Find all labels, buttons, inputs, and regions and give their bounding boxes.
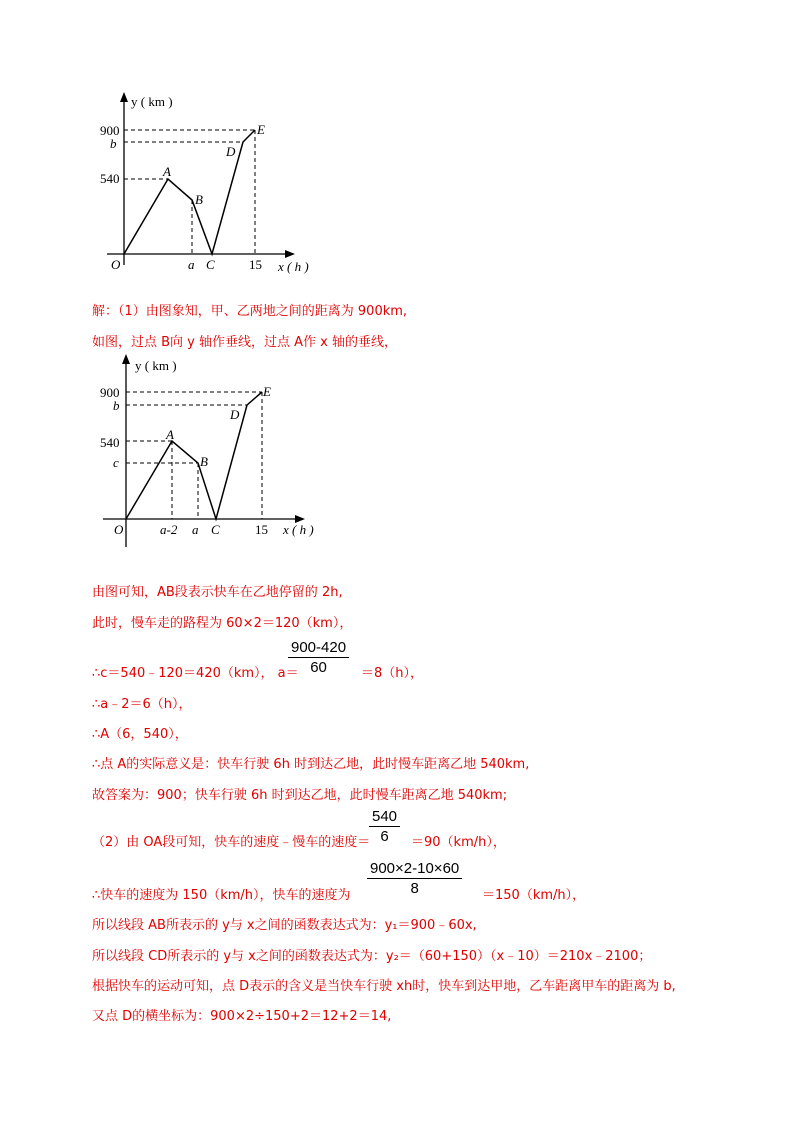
fraction-speed-diff	[369, 807, 400, 846]
graph-polyline	[126, 392, 262, 519]
y-tick-540: 540	[100, 171, 120, 186]
text-line-13: 所以线段 CD所表示的 y与 x之间的函数表达式为：y₂＝（60+150）（x﹣10）＝210x﹣2100；	[92, 949, 652, 964]
y-tick-b: b	[110, 136, 117, 151]
y-tick-900: 900	[100, 123, 120, 138]
x-tick-15: 15	[255, 522, 268, 537]
point-B: B	[195, 192, 203, 207]
fraction-denominator: 6	[380, 828, 389, 845]
text-line-5a: ∴c＝540﹣120＝420（km）， a＝	[92, 666, 299, 681]
fraction-numerator: 540	[369, 807, 400, 827]
origin-label: O	[111, 257, 121, 272]
text-line-15: 又点 D的横坐标为：900×2÷150+2＝12+2＝14,	[92, 1009, 392, 1024]
x-tick-a: a	[188, 257, 195, 272]
fraction-numerator: 900-420	[288, 638, 349, 658]
point-D: D	[226, 144, 236, 159]
y-tick-540: 540	[100, 435, 120, 450]
point-E: E	[263, 384, 271, 399]
y-tick-b: b	[113, 398, 120, 413]
x-axis-label: x ( h )	[283, 522, 314, 537]
x-tick-a-2: a-2	[160, 522, 178, 537]
fraction-denominator: 60	[310, 659, 327, 676]
fraction-fast-speed	[367, 859, 462, 898]
text-line-7: ∴A（6，540），	[92, 727, 188, 742]
x-axis-arrow	[285, 250, 295, 258]
text-line-9: 故答案为：900；快车行驶 6h 时到达乙地，此时慢车距离乙地 540km;	[92, 788, 508, 803]
y-axis-arrow	[120, 92, 128, 102]
text-line-2: 如图，过点 B向 y 轴作垂线，过点 A作 x 轴的垂线，	[92, 335, 397, 350]
text-line-3: 由图可知，AB段表示快车在乙地停留的 2h,	[92, 585, 343, 600]
text-line-11b: ＝150（km/h），	[482, 888, 586, 903]
text-line-5b: ＝8（h），	[361, 666, 424, 681]
y-tick-900: 900	[100, 385, 120, 400]
x-tick-C: C	[211, 522, 220, 537]
graph-figure-1	[95, 90, 325, 280]
x-tick-C: C	[206, 257, 215, 272]
text-line-11a: ∴快车的速度为 150（km/h），快车的速度为	[92, 888, 351, 903]
text-line-10a: （2）由 OA段可知，快车的速度﹣慢车的速度＝	[92, 835, 371, 850]
text-line-4: 此时，慢车走的路程为 60×2＝120（km），	[92, 616, 353, 631]
fraction-a	[288, 638, 349, 677]
fraction-denominator: 8	[410, 880, 419, 897]
point-E: E	[257, 122, 265, 137]
text-line-10b: ＝90（km/h），	[411, 835, 506, 850]
point-B: B	[200, 454, 208, 469]
point-A: A	[163, 164, 171, 179]
text-line-12: 所以线段 AB所表示的 y与 x之间的函数表达式为：y₁＝900﹣60x,	[92, 918, 477, 933]
y-axis-label: y ( km )	[131, 94, 173, 109]
fraction-numerator: 900×2-10×60	[367, 859, 462, 879]
text-line-6: ∴a﹣2＝6（h），	[92, 697, 192, 712]
point-A: A	[166, 427, 174, 442]
x-tick-a: a	[192, 522, 199, 537]
x-tick-15: 15	[249, 257, 262, 272]
text-line-1: 解：（1）由图象知，甲、乙两地之间的距离为 900km,	[92, 304, 408, 319]
text-line-8: ∴点 A的实际意义是：快车行驶 6h 时到达乙地，此时慢车距离乙地 540km,	[92, 757, 530, 772]
point-D: D	[230, 407, 240, 422]
y-tick-c: c	[113, 455, 119, 470]
y-axis-label: y ( km )	[135, 358, 177, 373]
graph-figure-2	[95, 352, 335, 557]
origin-label: O	[114, 522, 124, 537]
x-axis-label: x ( h )	[278, 259, 309, 274]
text-line-14: 根据快车的运动可知，点 D表示的含义是当快车行驶 xh时，快车到达甲地，乙车距离甲车的距离为 b,	[92, 979, 676, 994]
